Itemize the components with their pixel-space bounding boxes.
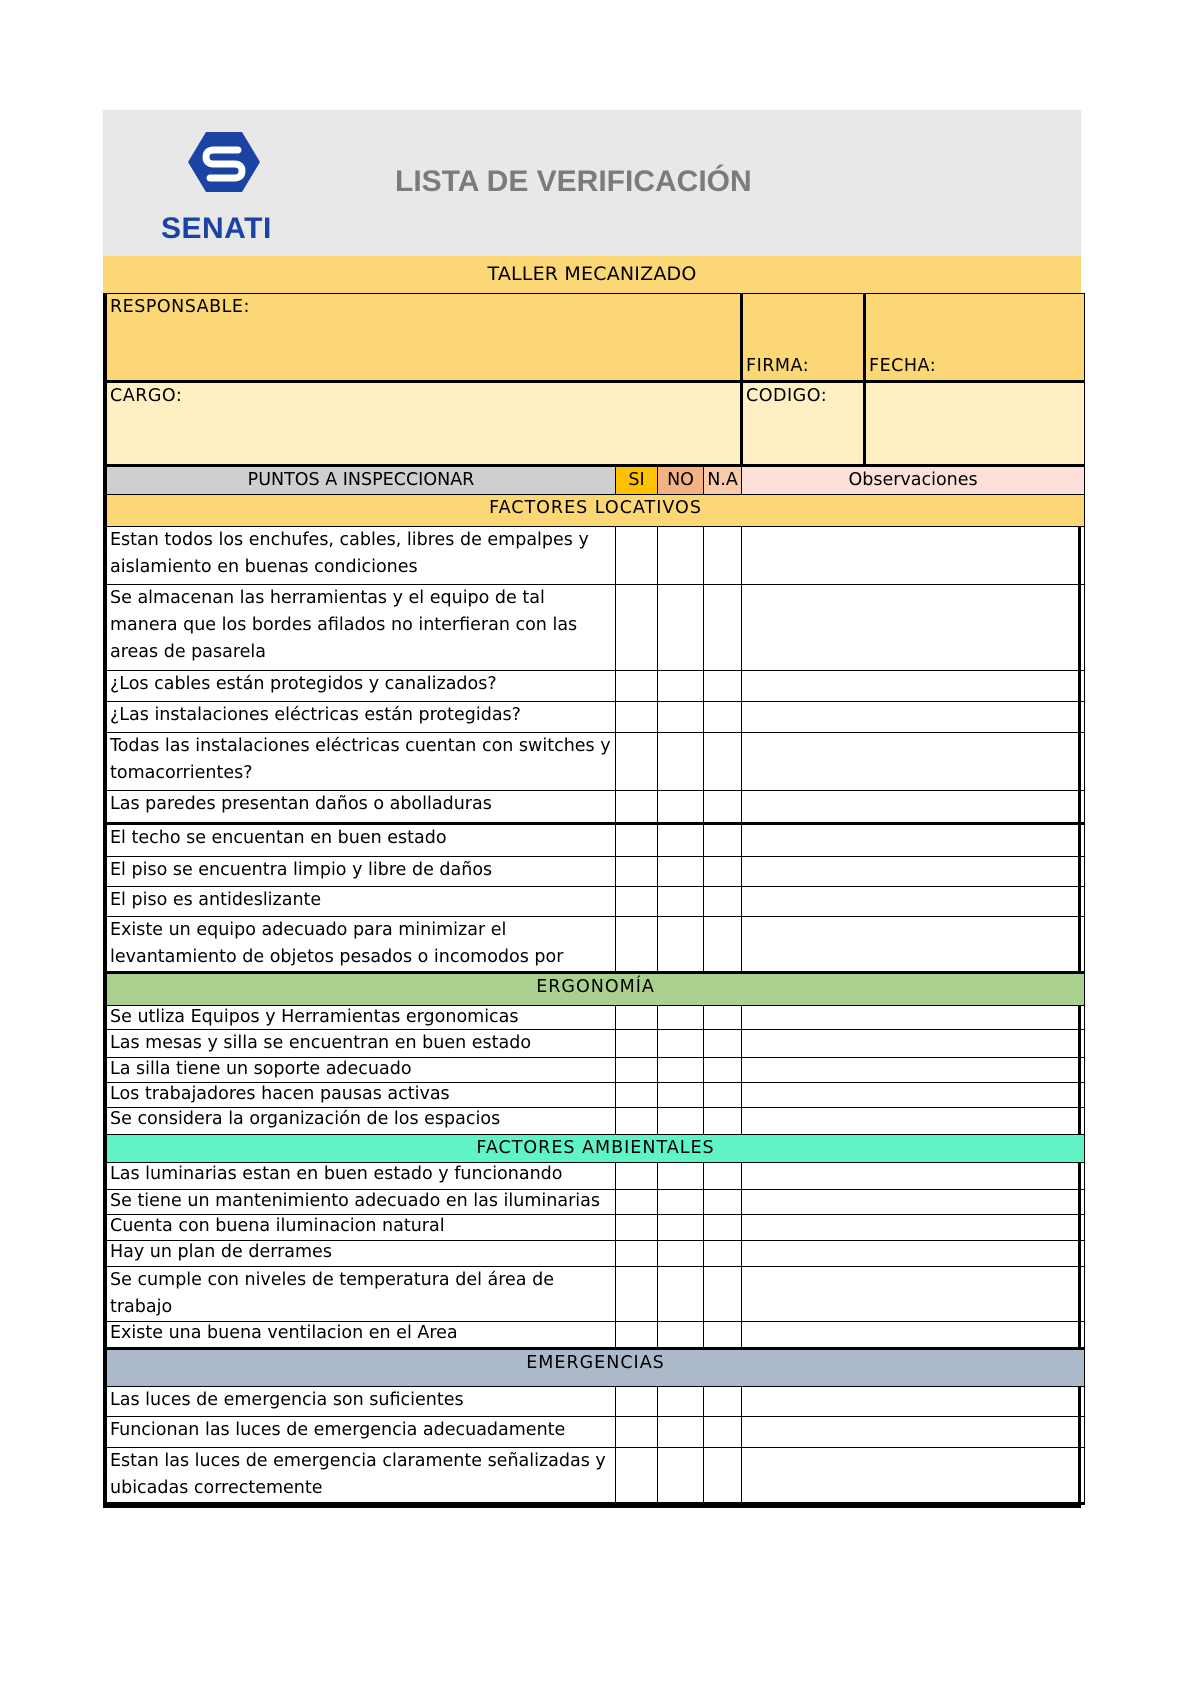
checkbox-no[interactable] (658, 585, 704, 671)
checkbox-si[interactable] (616, 1322, 658, 1349)
observaciones-cell[interactable] (742, 702, 1085, 733)
checkbox-na[interactable] (704, 1030, 742, 1058)
column-header-no: NO (658, 466, 704, 495)
checkbox-si[interactable] (616, 824, 658, 857)
checkbox-na[interactable] (704, 733, 742, 791)
codigo-label: CODIGO: (746, 386, 828, 406)
checkbox-no[interactable] (658, 917, 704, 973)
checkbox-si[interactable] (616, 1417, 658, 1448)
codigo-value-field[interactable] (865, 382, 1085, 466)
checkbox-si[interactable] (616, 1241, 658, 1267)
inspection-item: El piso se encuentra limpio y libre de daños (107, 857, 616, 887)
checkbox-no[interactable] (658, 733, 704, 791)
observaciones-cell[interactable] (742, 1058, 1085, 1083)
inspection-item: Estan todos los enchufes, cables, libres de empalpes y aislamiento en buenas condiciones (107, 527, 616, 585)
checkbox-no[interactable] (658, 1322, 704, 1349)
checkbox-si[interactable] (616, 791, 658, 824)
checkbox-si[interactable] (616, 585, 658, 671)
inspection-item: Funcionan las luces de emergencia adecuadamente (107, 1417, 616, 1448)
brand-logo-text: SENATI (161, 212, 272, 245)
observaciones-cell[interactable] (742, 1006, 1085, 1030)
inspection-item: El techo se encuentan en buen estado (107, 824, 616, 857)
checkbox-na[interactable] (704, 1108, 742, 1135)
checkbox-na[interactable] (704, 857, 742, 887)
checklist-row (107, 1417, 1085, 1448)
checklist-row (107, 702, 1085, 733)
inspection-item: Estan las luces de emergencia claramente señalizadas y ubicadas correctemente (107, 1448, 616, 1504)
checkbox-na[interactable] (704, 527, 742, 585)
fecha-field[interactable] (865, 294, 1085, 382)
checkbox-na[interactable] (704, 1448, 742, 1504)
column-header-observaciones: Observaciones (742, 466, 1085, 495)
observaciones-cell[interactable] (742, 1241, 1085, 1267)
checkbox-si[interactable] (616, 671, 658, 702)
observaciones-cell[interactable] (742, 824, 1085, 857)
checklist-row (107, 1190, 1085, 1215)
checkbox-si[interactable] (616, 917, 658, 973)
checkbox-si[interactable] (616, 857, 658, 887)
responsable-label: RESPONSABLE: (110, 297, 250, 317)
inspection-item: La silla tiene un soporte adecuado (107, 1058, 616, 1083)
firma-field[interactable] (742, 294, 865, 382)
checkbox-no[interactable] (658, 791, 704, 824)
checklist-row (107, 824, 1085, 857)
observaciones-cell[interactable] (742, 857, 1085, 887)
checklist-sheet (103, 110, 1081, 1508)
checkbox-no[interactable] (658, 527, 704, 585)
checklist-row (107, 585, 1085, 671)
checkbox-na[interactable] (704, 887, 742, 917)
inspection-item: Todas las instalaciones eléctricas cuentan con switches y tomacorrientes? (107, 733, 616, 791)
observaciones-cell[interactable] (742, 527, 1085, 585)
checkbox-no[interactable] (658, 702, 704, 733)
observaciones-cell[interactable] (742, 1322, 1085, 1349)
observaciones-cell[interactable] (742, 1083, 1085, 1108)
inspection-item: Los trabajadores hacen pausas activas (107, 1083, 616, 1108)
codigo-field[interactable] (742, 382, 865, 466)
section-factores-locativos-title: FACTORES LOCATIVOS (107, 495, 1085, 527)
observaciones-cell[interactable] (742, 585, 1085, 671)
observaciones-cell[interactable] (742, 1163, 1085, 1190)
checkbox-no[interactable] (658, 1448, 704, 1504)
checkbox-no[interactable] (658, 1387, 704, 1417)
checklist-row (107, 1241, 1085, 1267)
checklist-table-frame (103, 293, 1081, 1508)
observaciones-cell[interactable] (742, 887, 1085, 917)
checkbox-na[interactable] (704, 702, 742, 733)
checklist-row (107, 1058, 1085, 1083)
checkbox-no[interactable] (658, 1083, 704, 1108)
checkbox-na[interactable] (704, 1190, 742, 1215)
checkbox-no[interactable] (658, 824, 704, 857)
checkbox-si[interactable] (616, 1030, 658, 1058)
observaciones-cell[interactable] (742, 1108, 1085, 1135)
checkbox-no[interactable] (658, 1417, 704, 1448)
observaciones-cell[interactable] (742, 1448, 1085, 1504)
cargo-field[interactable] (107, 382, 742, 466)
checkbox-si[interactable] (616, 1108, 658, 1135)
checkbox-na[interactable] (704, 1083, 742, 1108)
checkbox-si[interactable] (616, 733, 658, 791)
checkbox-na[interactable] (704, 1163, 742, 1190)
checkbox-si[interactable] (616, 1215, 658, 1241)
inspection-item: Se cumple con niveles de temperatura del área de trabajo (107, 1267, 616, 1322)
checkbox-na[interactable] (704, 1417, 742, 1448)
checkbox-no[interactable] (658, 1215, 704, 1241)
area-title: TALLER MECANIZADO (103, 256, 1081, 293)
checkbox-si[interactable] (616, 702, 658, 733)
inspection-item: El piso es antideslizante (107, 887, 616, 917)
inspection-item: ¿Los cables están protegidos y canalizados? (107, 671, 616, 702)
observaciones-cell[interactable] (742, 1030, 1085, 1058)
section-emergencias-title: EMERGENCIAS (107, 1349, 1085, 1387)
checklist-table (106, 293, 1085, 1505)
responsable-field[interactable] (107, 294, 742, 382)
inspection-item: ¿Las instalaciones eléctricas están protegidas? (107, 702, 616, 733)
checklist-row (107, 1448, 1085, 1504)
column-header-si: SI (616, 466, 658, 495)
brand-header (103, 110, 1081, 256)
checkbox-na[interactable] (704, 1215, 742, 1241)
checkbox-no[interactable] (658, 671, 704, 702)
fecha-label: FECHA: (869, 356, 937, 376)
observaciones-cell[interactable] (742, 791, 1085, 824)
checkbox-no[interactable] (658, 1267, 704, 1322)
inspection-item: Existe un equipo adecuado para minimizar el levantamiento de objetos pesados o incomodos por (107, 917, 616, 973)
observaciones-cell[interactable] (742, 671, 1085, 702)
checklist-row (107, 733, 1085, 791)
firma-label: FIRMA: (746, 356, 810, 376)
inspection-item: Las luminarias estan en buen estado y funcionando (107, 1163, 616, 1190)
checklist-row (107, 1030, 1085, 1058)
inspection-item: Cuenta con buena iluminacion natural (107, 1215, 616, 1241)
checklist-row (107, 917, 1085, 973)
section-factores-ambientales-title: FACTORES AMBIENTALES (107, 1135, 1085, 1163)
checkbox-na[interactable] (704, 1058, 742, 1083)
checkbox-na[interactable] (704, 1267, 742, 1322)
column-header-na: N.A (704, 466, 742, 495)
checkbox-no[interactable] (658, 1163, 704, 1190)
checkbox-si[interactable] (616, 1163, 658, 1190)
checkbox-na[interactable] (704, 1387, 742, 1417)
observaciones-cell[interactable] (742, 1190, 1085, 1215)
checkbox-no[interactable] (658, 857, 704, 887)
inspection-item: Las luces de emergencia son suficientes (107, 1387, 616, 1417)
document-title: LISTA DE VERIFICACIÓN (395, 165, 752, 198)
cargo-label: CARGO: (110, 386, 183, 406)
column-header-puntos: PUNTOS A INSPECCIONAR (107, 466, 616, 495)
section-ergonomia-title: ERGONOMÍA (107, 973, 1085, 1006)
senati-logo-icon (188, 130, 260, 194)
checkbox-na[interactable] (704, 671, 742, 702)
inspection-item: Se utliza Equipos y Herramientas ergonomicas (107, 1006, 616, 1030)
checkbox-na[interactable] (704, 917, 742, 973)
inspection-item: Las paredes presentan daños o abolladuras (107, 791, 616, 824)
checkbox-na[interactable] (704, 1006, 742, 1030)
checklist-row (107, 527, 1085, 585)
checklist-row (107, 1387, 1085, 1417)
checkbox-no[interactable] (658, 1241, 704, 1267)
checklist-row (107, 1006, 1085, 1030)
checkbox-si[interactable] (616, 1190, 658, 1215)
checklist-row (107, 1322, 1085, 1349)
inspection-item: Se tiene un mantenimiento adecuado en las iluminarias (107, 1190, 616, 1215)
checkbox-na[interactable] (704, 1322, 742, 1349)
inspection-item: Hay un plan de derrames (107, 1241, 616, 1267)
checklist-row (107, 1108, 1085, 1135)
checklist-row (107, 1215, 1085, 1241)
checkbox-no[interactable] (658, 1190, 704, 1215)
observaciones-cell[interactable] (742, 917, 1085, 973)
observaciones-cell[interactable] (742, 1417, 1085, 1448)
observaciones-cell[interactable] (742, 1267, 1085, 1322)
inspection-item: Las mesas y silla se encuentran en buen estado (107, 1030, 616, 1058)
checklist-row (107, 671, 1085, 702)
observaciones-cell[interactable] (742, 1387, 1085, 1417)
checklist-row (107, 887, 1085, 917)
checklist-row (107, 1083, 1085, 1108)
inspection-item: Se considera la organización de los espacios (107, 1108, 616, 1135)
checkbox-na[interactable] (704, 1241, 742, 1267)
observaciones-cell[interactable] (742, 1215, 1085, 1241)
checklist-row (107, 1163, 1085, 1190)
checklist-row (107, 857, 1085, 887)
checkbox-no[interactable] (658, 1030, 704, 1058)
checkbox-na[interactable] (704, 824, 742, 857)
inspection-item: Se almacenan las herramientas y el equipo de tal manera que los bordes afilados no interfieran con las areas de pasarela (107, 585, 616, 671)
observaciones-cell[interactable] (742, 733, 1085, 791)
checkbox-na[interactable] (704, 791, 742, 824)
checkbox-si[interactable] (616, 1387, 658, 1417)
checklist-row (107, 791, 1085, 824)
checkbox-no[interactable] (658, 1006, 704, 1030)
checkbox-si[interactable] (616, 1058, 658, 1083)
checkbox-na[interactable] (704, 585, 742, 671)
checkbox-si[interactable] (616, 887, 658, 917)
checkbox-si[interactable] (616, 1006, 658, 1030)
inspection-item: Existe una buena ventilacion en el Area (107, 1322, 616, 1349)
checkbox-no[interactable] (658, 1058, 704, 1083)
checkbox-si[interactable] (616, 1083, 658, 1108)
checkbox-no[interactable] (658, 1108, 704, 1135)
checkbox-si[interactable] (616, 527, 658, 585)
checklist-row (107, 1267, 1085, 1322)
checkbox-no[interactable] (658, 887, 704, 917)
checkbox-si[interactable] (616, 1448, 658, 1504)
checkbox-si[interactable] (616, 1267, 658, 1322)
